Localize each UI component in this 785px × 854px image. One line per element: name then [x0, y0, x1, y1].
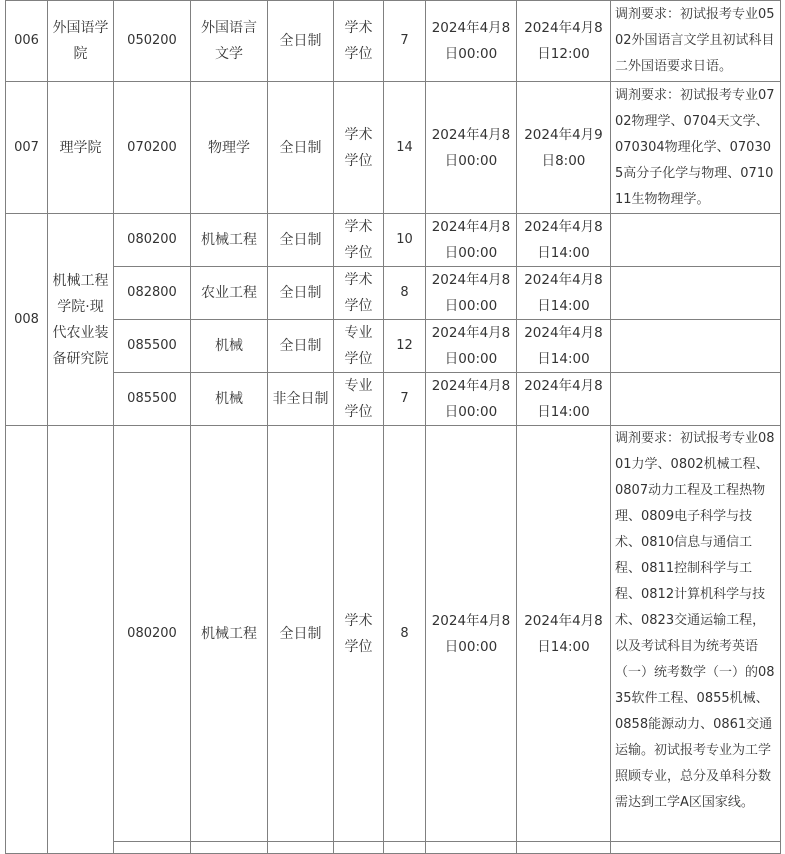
major-name-cell: 物理学: [191, 82, 268, 214]
quota-cell: 7: [384, 1, 426, 82]
degree-type-cell: 专业学位: [334, 373, 384, 426]
major-name-cell: 机械: [191, 320, 268, 373]
start-time-cell: 2024年4月8日00:00: [426, 214, 517, 267]
quota-cell: 10: [384, 214, 426, 267]
study-mode-cell: 全日制: [268, 426, 334, 842]
cut-cell: [268, 842, 334, 854]
end-time-cell: 2024年4月8日14:00: [517, 373, 611, 426]
start-time-cell: 2024年4月8日00:00: [426, 373, 517, 426]
major-code-cell: 050200: [114, 1, 191, 82]
cut-cell: [611, 842, 781, 854]
major-code-cell: 080200: [114, 214, 191, 267]
unit-name-cell: [48, 426, 114, 854]
degree-type-cell: 学术学位: [334, 1, 384, 82]
table-row: [6, 214, 781, 267]
unit-code-cell: 008: [6, 214, 48, 426]
end-time-cell: 2024年4月8日14:00: [517, 214, 611, 267]
study-mode-cell: 全日制: [268, 82, 334, 214]
unit-code-cell: 006: [6, 1, 48, 82]
start-time-cell: 2024年4月8日00:00: [426, 267, 517, 320]
remark-cell: 调剂要求：初试报考专业0502外国语言文学且初试科目二外国语要求日语。: [611, 1, 781, 82]
major-code-cell: 070200: [114, 82, 191, 214]
study-mode-cell: 全日制: [268, 267, 334, 320]
cut-cell: [191, 842, 268, 854]
start-time-cell: 2024年4月8日00:00: [426, 426, 517, 842]
remark-cell: [611, 214, 781, 267]
start-time-cell: 2024年4月8日00:00: [426, 82, 517, 214]
major-name-cell: 机械工程: [191, 214, 268, 267]
table-row: [6, 320, 781, 373]
study-mode-cell: 非全日制: [268, 373, 334, 426]
major-code-cell: 085500: [114, 373, 191, 426]
study-mode-cell: 全日制: [268, 1, 334, 82]
quota-cell: 12: [384, 320, 426, 373]
quota-cell: 8: [384, 267, 426, 320]
table-row: [6, 1, 781, 82]
table-row: [6, 842, 781, 854]
quota-cell: 8: [384, 426, 426, 842]
degree-type-cell: 专业学位: [334, 320, 384, 373]
end-time-cell: 2024年4月8日12:00: [517, 1, 611, 82]
study-mode-cell: 全日制: [268, 214, 334, 267]
cut-cell: [114, 842, 191, 854]
table-row: [6, 426, 781, 842]
major-name-cell: 机械: [191, 373, 268, 426]
remark-cell: [611, 267, 781, 320]
unit-code-cell: [6, 426, 48, 854]
remark-cell: [611, 320, 781, 373]
remark-cell: 调剂要求：初试报考专业0801力学、0802机械工程、0807动力工程及工程热物理、0809电子科学与技术、0810信息与通信工程、0811控制科学与工程、0812计算机科学与技术、0823交通运输工程，以及考试科目为统考英语（一）统考数学（一）的0835软件工程、0855机械、0858能源动力、0861交通运输。初试报考专业为工学照顾专业，总分及单科分数需达到工学A区国家线。: [611, 426, 781, 842]
unit-name-cell: 理学院: [48, 82, 114, 214]
start-time-cell: 2024年4月8日00:00: [426, 320, 517, 373]
cut-cell: [384, 842, 426, 854]
major-code-cell: 085500: [114, 320, 191, 373]
table-row: [6, 267, 781, 320]
quota-cell: 7: [384, 373, 426, 426]
end-time-cell: 2024年4月8日14:00: [517, 426, 611, 842]
major-name-cell: 机械工程: [191, 426, 268, 842]
unit-name-cell: 机械工程学院·现代农业装备研究院: [48, 214, 114, 426]
degree-type-cell: 学术学位: [334, 214, 384, 267]
major-code-cell: 082800: [114, 267, 191, 320]
study-mode-cell: 全日制: [268, 320, 334, 373]
degree-type-cell: 学术学位: [334, 267, 384, 320]
degree-type-cell: 学术学位: [334, 82, 384, 214]
remark-cell: [611, 373, 781, 426]
end-time-cell: 2024年4月8日14:00: [517, 320, 611, 373]
table-row: [6, 82, 781, 214]
quota-cell: 14: [384, 82, 426, 214]
end-time-cell: 2024年4月8日14:00: [517, 267, 611, 320]
major-name-cell: 农业工程: [191, 267, 268, 320]
adjustment-table: [5, 0, 781, 854]
start-time-cell: 2024年4月8日00:00: [426, 1, 517, 82]
unit-code-cell: 007: [6, 82, 48, 214]
end-time-cell: 2024年4月9日8:00: [517, 82, 611, 214]
cut-cell: [517, 842, 611, 854]
table-row: [6, 373, 781, 426]
cut-cell: [334, 842, 384, 854]
degree-type-cell: 学术学位: [334, 426, 384, 842]
remark-cell: 调剂要求：初试报考专业0702物理学、0704天文学、070304物理化学、070305高分子化学与物理、071011生物物理学。: [611, 82, 781, 214]
cut-cell: [426, 842, 517, 854]
unit-name-cell: 外国语学院: [48, 1, 114, 82]
major-code-cell: 080200: [114, 426, 191, 842]
major-name-cell: 外国语言文学: [191, 1, 268, 82]
